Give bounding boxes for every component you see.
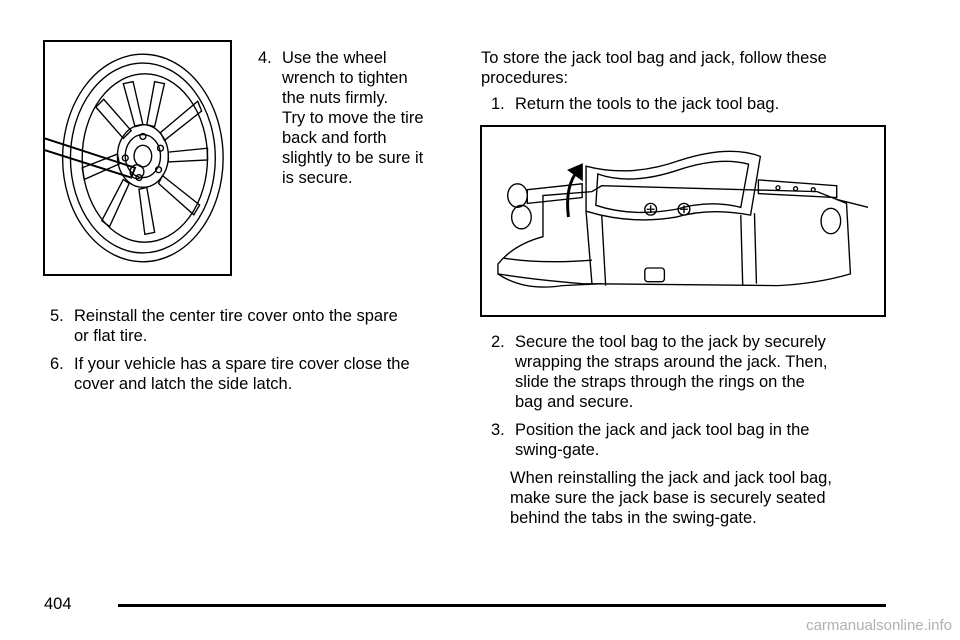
step-6-number: 6. bbox=[50, 355, 64, 373]
step-4-number: 4. bbox=[258, 49, 272, 67]
step-2-line: bag and secure. bbox=[515, 393, 634, 411]
left-column-steps bbox=[50, 306, 460, 402]
step-3-line: swing-gate. bbox=[515, 441, 600, 459]
note-line: behind the tabs in the swing-gate. bbox=[510, 509, 757, 527]
step-2-number: 2. bbox=[491, 333, 505, 351]
note-line: When reinstalling the jack and jack tool bag, bbox=[510, 469, 832, 487]
footer-rule bbox=[118, 604, 886, 607]
reinstall-note bbox=[491, 468, 911, 528]
step-4-line: slightly to be sure it bbox=[282, 149, 424, 167]
watermark: carmanualsonline.info bbox=[806, 617, 952, 634]
wheel-drawing bbox=[45, 42, 230, 274]
wheel-illustration bbox=[43, 40, 232, 276]
step-1-text: Return the tools to the jack tool bag. bbox=[515, 95, 780, 113]
step-4-line: back and forth bbox=[282, 129, 387, 147]
step-4 bbox=[258, 48, 458, 188]
step-5-number: 5. bbox=[50, 307, 64, 325]
step-1 bbox=[481, 94, 901, 114]
jack-bag-drawing bbox=[482, 127, 884, 315]
step-5-line: Reinstall the center tire cover onto the spare bbox=[74, 307, 398, 325]
step-3-line: Position the jack and jack tool bag in the bbox=[515, 421, 810, 439]
step-2 bbox=[491, 332, 911, 412]
step-1-number: 1. bbox=[491, 95, 505, 113]
page-number: 404 bbox=[44, 595, 72, 613]
step-6 bbox=[50, 354, 460, 394]
step-2-line: wrapping the straps around the jack. Then, bbox=[515, 353, 828, 371]
step-2-line: Secure the tool bag to the jack by securely bbox=[515, 333, 826, 351]
step-3 bbox=[491, 420, 911, 460]
step-4-line: wrench to tighten bbox=[282, 69, 408, 87]
step-5-line: or flat tire. bbox=[74, 327, 148, 345]
step-5 bbox=[50, 306, 460, 346]
right-column-intro bbox=[481, 48, 901, 114]
intro-line: procedures: bbox=[481, 69, 569, 87]
step-6-line: cover and latch the side latch. bbox=[74, 375, 293, 393]
step-4-line: is secure. bbox=[282, 169, 353, 187]
note-line: make sure the jack base is securely seated bbox=[510, 489, 826, 507]
step-4-line: Use the wheel bbox=[282, 49, 387, 67]
step-2-line: slide the straps through the rings on the bbox=[515, 373, 805, 391]
step-6-line: If your vehicle has a spare tire cover close the bbox=[74, 355, 410, 373]
step-4-line: the nuts firmly. bbox=[282, 89, 389, 107]
jack-tool-bag-illustration bbox=[480, 125, 886, 317]
step-4-line: Try to move the tire bbox=[282, 109, 424, 127]
right-column-steps bbox=[491, 332, 911, 528]
step-3-number: 3. bbox=[491, 421, 505, 439]
intro-line: To store the jack tool bag and jack, follow these bbox=[481, 49, 827, 67]
